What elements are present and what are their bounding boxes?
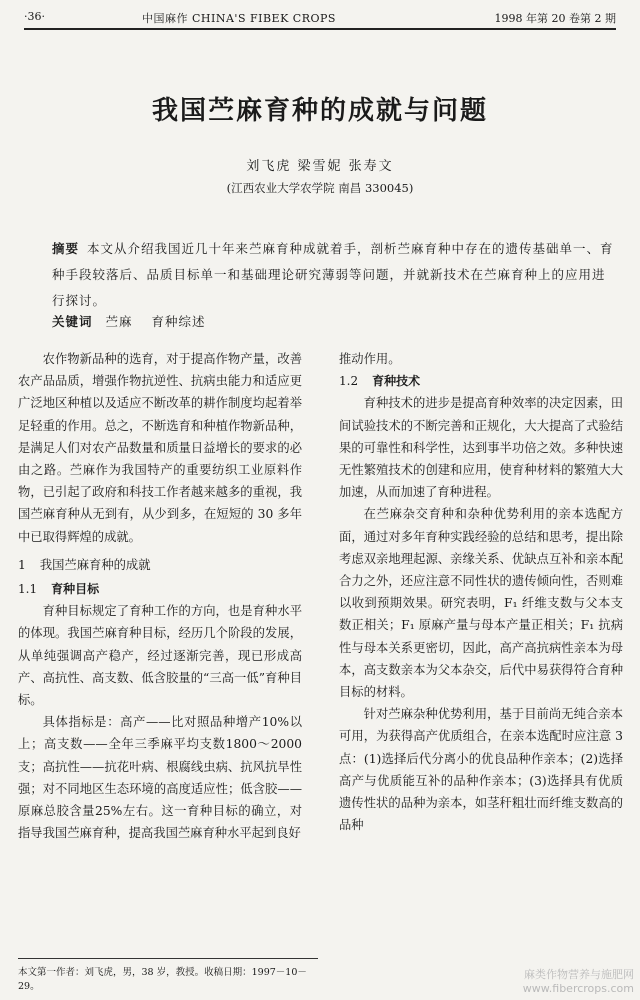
keywords — [52, 312, 616, 330]
section-heading — [18, 554, 302, 576]
abstract-label: 摘要 — [52, 241, 80, 256]
intro-paragraph: 农作物新品种的选育，对于提高作物产量，改善农产品品质，增强作物抗逆性、抗病虫能力和适应更广泛地区种植以及适应不断改革的耕作制度均起着举足轻重的作用。总之，不断选育和种植作物新品种，是满足人们对农产品数量和质量日益增长的要求的必由之路。苎麻作为我国特产的重要纺织工业原料作物，已引起了政府和科技工作者越来越多的重视，我国苎麻育种从无到有，从少到多，在短短的 30 多年中已取得辉煌的成就。 — [18, 352, 302, 544]
body-paragraph: 育种技术的进步是提高育种效率的决定因素，田间试验技术的不断完善和正规化，大大提高了式验结果的可靠性和科学性，达到事半功倍之效。多种快速无性繁殖技术的创建和应用，使育种材料的繁殖大大加速，从而加速了育种进程。 — [339, 396, 623, 500]
watermark-line: www.fibercrops.com — [522, 982, 634, 995]
subsection-title: 育种目标 — [51, 582, 100, 597]
right-column — [339, 348, 623, 836]
body-paragraph: 育种目标规定了育种工作的方向，也是育种水平的体现。我国苎麻育种目标，经历几个阶段的发展，从单纯强调高产稳产，经过逐渐完善，现已形成高产、高抗性、高支数、低含胶量的“三高一低”育种目标。 — [18, 604, 302, 708]
abstract — [52, 236, 616, 314]
section-number: 1 — [18, 557, 26, 572]
subsection-title: 育种技术 — [372, 374, 421, 389]
journal-name: 中国麻作 CHINA'S FIBEK CROPS — [142, 12, 336, 25]
subsection-number: 1.2 — [339, 374, 359, 389]
left-column — [18, 348, 302, 844]
subsection-heading — [18, 578, 302, 600]
authors: 刘飞虎 梁雪妮 张寿文 — [246, 159, 394, 174]
subsection-heading — [339, 370, 623, 392]
watermark-line: 麻类作物营养与施肥网 — [524, 968, 634, 981]
keyword: 育种综述 — [151, 314, 206, 329]
body-paragraph-continued: 推动作用。 — [339, 352, 401, 366]
page-number: ·36· — [24, 10, 45, 23]
body-paragraph: 在苎麻杂交育种和杂种优势利用的亲本选配方面，通过对多年育种实践经验的总结和思考，提出除考虑双亲地理起源、亲缘关系、优缺点互补和亲本配合力之外，还应注意不同性状的遗传倾向性，否则难以收到预期效果。研究表明，F₁ 纤维支数与父本支数正相关；F₁ 原麻产量与母本产量正相关；F₁ 抗病性与母本关系更密切，因此，高产高抗病性亲本为母本，高支数亲本为父本杂交，后代中易获得符合育种目标的材料。 — [339, 507, 623, 700]
keyword: 苎麻 — [105, 314, 133, 329]
body-paragraph: 具体指标是：高产——比对照品种增产10%以上；高支数——全年三季麻平均支数1800～2000 支；高抗性——抗花叶病、根腐线虫病、抗风抗旱性强；对不同地区生态环境的高度适应性；低含胶——原麻总胶含量25%左右。这一育种目标的确立，对指导我国苎麻育种，提高我国苎麻育种水平起到良好 — [18, 715, 302, 841]
body-paragraph: 针对苎麻杂种优势利用，基于目前尚无纯合亲本可用，为获得高产优质组合，在亲本选配时应注意 3 点：(1)选择后代分离小的优良品种作亲本；(2)选择高产与优质能互补的品种作亲本；(3)选择具有优质遗传性状的品种为亲本，如茎秆粗壮而纤维支数高的品种 — [339, 707, 623, 833]
section-title: 我国苎麻育种的成就 — [39, 557, 151, 572]
abstract-text: 本文从介绍我国近几十年来苎麻育种成就着手，剖析苎麻育种中存在的遗传基础单一、育种手段较落后、品质目标单一和基础理论研究薄弱等问题，并就新技术在苎麻育种上的应用进行探讨。 — [52, 241, 614, 308]
affiliation: (江西农业大学农学院 南昌 330045) — [226, 181, 414, 195]
issue-info: 1998 年第 20 卷第 2 期 — [494, 12, 616, 25]
watermark — [523, 968, 634, 996]
keywords-label: 关键词 — [52, 314, 93, 329]
author-footnote: 本文第一作者：刘飞虎，男，38 岁，教授。收稿日期：1997－10－29。 — [18, 958, 318, 992]
running-header — [24, 6, 616, 30]
article-title: 我国苎麻育种的成就与问题 — [151, 96, 488, 126]
subsection-number: 1.1 — [18, 582, 38, 597]
